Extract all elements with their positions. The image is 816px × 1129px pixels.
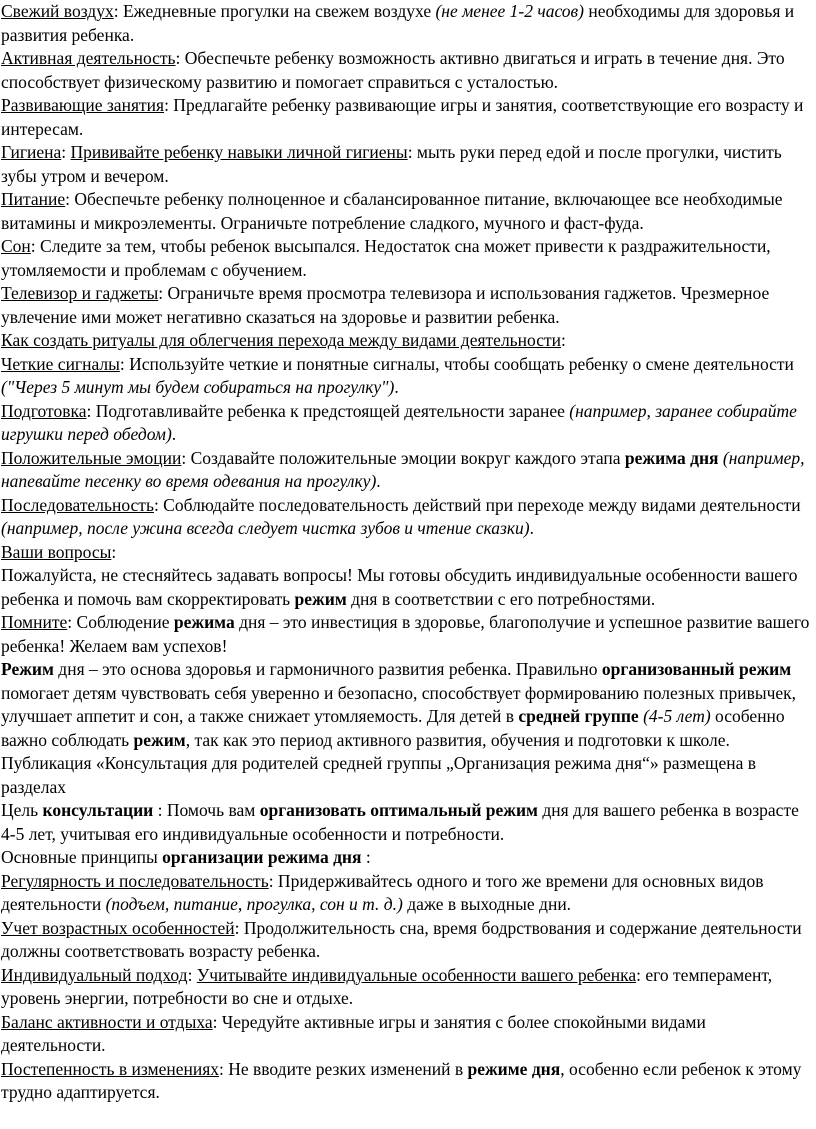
bold-text: режима дня — [624, 447, 719, 468]
body-text: : Следите за тем, чтобы ребенок высыпался. Недостаток сна может привести к раздражительности, утомляемости и проблемам с обучением. — [1, 236, 771, 280]
paragraph — [1, 329, 812, 353]
underlined-heading-text: Учитывайте индивидуальные особенности вашего ребенка — [196, 964, 637, 985]
body-text: Цель — [1, 800, 43, 820]
paragraph — [1, 47, 812, 94]
paragraph — [1, 1011, 812, 1058]
bold-text: режиме дня — [467, 1058, 561, 1079]
body-text: , так как это период активного развития, обучения и подготовки к школе. — [185, 729, 730, 750]
paragraph — [1, 799, 812, 846]
underlined-heading-text: Баланс активности и отдыха — [1, 1011, 213, 1032]
body-text: Пожалуйста, не стесняйтесь задавать вопросы! Мы готовы обсудить индивидуальные особенности вашего ребенка и помочь вам скорректировать — [1, 565, 798, 609]
body-text: . — [529, 518, 534, 538]
paragraph — [1, 611, 812, 658]
italic-text: (подъем, питание, прогулка, сон и т. д.) — [105, 894, 403, 914]
underlined-heading-text: Прививайте ребенку навыки личной гигиены — [70, 142, 408, 162]
bold-text: организации режима дня — [162, 847, 362, 867]
body-text: : Придерживайтесь одного и того же времени для основных видов деятельности — [1, 870, 764, 914]
bold-text: Режим — [1, 659, 54, 679]
body-text: дня – это инвестиция в здоровье, благополучие и успешное развитие вашего ребенка! Желаем вам успехов! — [1, 612, 810, 656]
body-text: : — [187, 964, 197, 985]
italic-text: (не менее 1-2 часов) — [435, 1, 584, 21]
underlined-heading-text: Как создать ритуалы для облегчения перехода между видами деятельности — [1, 330, 561, 350]
underlined-heading-text: Гигиена — [1, 142, 62, 162]
body-text: необходимы для здоровья и развития ребенка. — [1, 1, 795, 45]
body-text: : Продолжительность сна, время бодрствования и содержание деятельности должны соответствовать возрасту ребенка. — [1, 917, 802, 961]
underlined-heading-text: Подготовка — [1, 400, 87, 421]
body-text: помогает детям чувствовать себя уверенно и безопасно, способствует формированию полезных привычек, улучшает аппетит и сон, а также снижает утомляемость. Для детей в — [1, 682, 797, 726]
paragraph — [1, 0, 812, 47]
bold-text: средней группе — [518, 706, 639, 726]
italic-text: (4-5 лет) — [643, 706, 711, 726]
underlined-heading-text: Развивающие занятия — [1, 95, 165, 115]
paragraph — [1, 494, 812, 541]
body-text: дня для вашего ребенка в возрасте 4-5 лет, учитывая его индивидуальные особенности и потребности. — [1, 800, 799, 844]
underlined-heading-text: Свежий воздух — [1, 1, 114, 21]
italic-text: ("Через 5 минут мы будем собираться на прогулку") — [1, 377, 395, 397]
underlined-heading-text: Регулярность и последовательность — [1, 870, 269, 891]
underlined-heading-text: Четкие сигналы — [1, 353, 120, 374]
paragraph — [1, 282, 812, 329]
bold-text: режим — [294, 588, 347, 609]
bold-text: режима — [173, 612, 235, 632]
bold-text: консультации — [42, 800, 154, 820]
body-text: дня в соответствии с его потребностями. — [346, 588, 656, 609]
paragraph — [1, 141, 812, 188]
body-text: : Ограничьте время просмотра телевизора и использования гаджетов. Чрезмерное увлечение ими может негативно сказаться на здоровье и развитии ребенка. — [1, 283, 770, 327]
body-text: дня – это основа здоровья и гармоничного развития ребенка. Правильно — [53, 659, 602, 679]
body-text: : — [361, 847, 371, 867]
underlined-heading-text: Последовательность — [1, 494, 154, 515]
body-text: : Чередуйте активные игры и занятия с более спокойными видами деятельности. — [1, 1011, 706, 1055]
paragraph — [1, 94, 812, 141]
paragraph — [1, 235, 812, 282]
underlined-heading-text: Постепенность в изменениях — [1, 1058, 219, 1079]
paragraph — [1, 447, 812, 494]
body-text: . — [376, 471, 381, 491]
bold-text: организованный режим — [601, 659, 792, 679]
italic-text: (например, напевайте песенку во время одевания на прогулку) — [1, 447, 805, 491]
paragraph — [1, 752, 812, 799]
paragraph — [1, 870, 812, 917]
bold-text: организовать оптимальный режим — [259, 800, 538, 820]
body-text: : Соблюдайте последовательность действий при переходе между видами деятельности — [153, 494, 801, 515]
underlined-heading-text: Индивидуальный подход — [1, 964, 188, 985]
italic-text: (например, после ужина всегда следует чистка зубов и чтение сказки) — [1, 518, 530, 538]
body-text: : — [61, 142, 71, 162]
body-text: Публикация «Консультация для родителей средней группы „Организация режима дня“» размещена в разделах — [1, 753, 757, 797]
body-text: : его темперамент, уровень энергии, потребности во сне и отдыхе. — [1, 964, 773, 1008]
body-text: : Обеспечьте ребенку возможность активно двигаться и играть в течение дня. Это способствует физическому развитию и помогает справиться с усталостью. — [1, 48, 785, 92]
paragraph — [1, 658, 812, 752]
body-text: , особенно если ребенок к этому трудно адаптируется. — [1, 1058, 802, 1102]
body-text: . — [394, 377, 399, 397]
paragraph — [1, 846, 812, 870]
body-text: : Подготавливайте ребенка к предстоящей деятельности заранее — [86, 400, 570, 421]
underlined-heading-text: Положительные эмоции — [1, 447, 182, 468]
underlined-heading-text: Питание — [1, 189, 66, 209]
body-text: Основные принципы — [1, 847, 163, 867]
underlined-heading-text: Активная деятельность — [1, 48, 176, 68]
paragraph — [1, 964, 812, 1011]
body-text: : Ежедневные прогулки на свежем воздухе — [113, 1, 436, 21]
underlined-heading-text: Телевизор и гаджеты — [1, 283, 159, 303]
paragraph — [1, 564, 812, 611]
underlined-heading-text: Помните — [1, 612, 68, 632]
body-text: : Помочь вам — [153, 800, 260, 820]
body-text: особенно важно соблюдать — [1, 706, 785, 750]
body-text: : Предлагайте ребенку развивающие игры и занятия, соответствующие его возрасту и интересам. — [1, 95, 804, 139]
italic-text: (например, заранее собирайте игрушки перед обедом) — [1, 400, 797, 444]
body-text: : Создавайте положительные эмоции вокруг каждого этапа — [181, 447, 625, 468]
paragraph — [1, 353, 812, 400]
body-text: : Соблюдение — [67, 612, 174, 632]
bold-text: режим — [133, 729, 186, 750]
body-text: : Используйте четкие и понятные сигналы, чтобы сообщать ребенку о смене деятельности — [119, 353, 794, 374]
underlined-heading-text: Сон — [1, 236, 31, 256]
paragraph — [1, 917, 812, 964]
body-text: : — [111, 541, 117, 562]
body-text: : Не вводите резких изменений в — [219, 1058, 468, 1079]
body-text: . — [171, 424, 177, 444]
paragraph — [1, 188, 812, 235]
underlined-heading-text: Ваши вопросы — [1, 541, 112, 562]
body-text: : мыть руки перед едой и после прогулки, чистить зубы утром и вечером. — [1, 142, 782, 186]
body-text: : Обеспечьте ребенку полноценное и сбалансированное питание, включающее все необходимые витамины и микроэлементы. Ограничьте потребление сладкого, мучного и фаст-фуда. — [1, 189, 783, 233]
body-text: : — [561, 330, 566, 350]
paragraph — [1, 541, 812, 565]
body-text: даже в выходные дни. — [402, 894, 572, 914]
paragraph — [1, 1058, 812, 1105]
paragraph — [1, 400, 812, 447]
underlined-heading-text: Учет возрастных особенностей — [1, 917, 235, 938]
